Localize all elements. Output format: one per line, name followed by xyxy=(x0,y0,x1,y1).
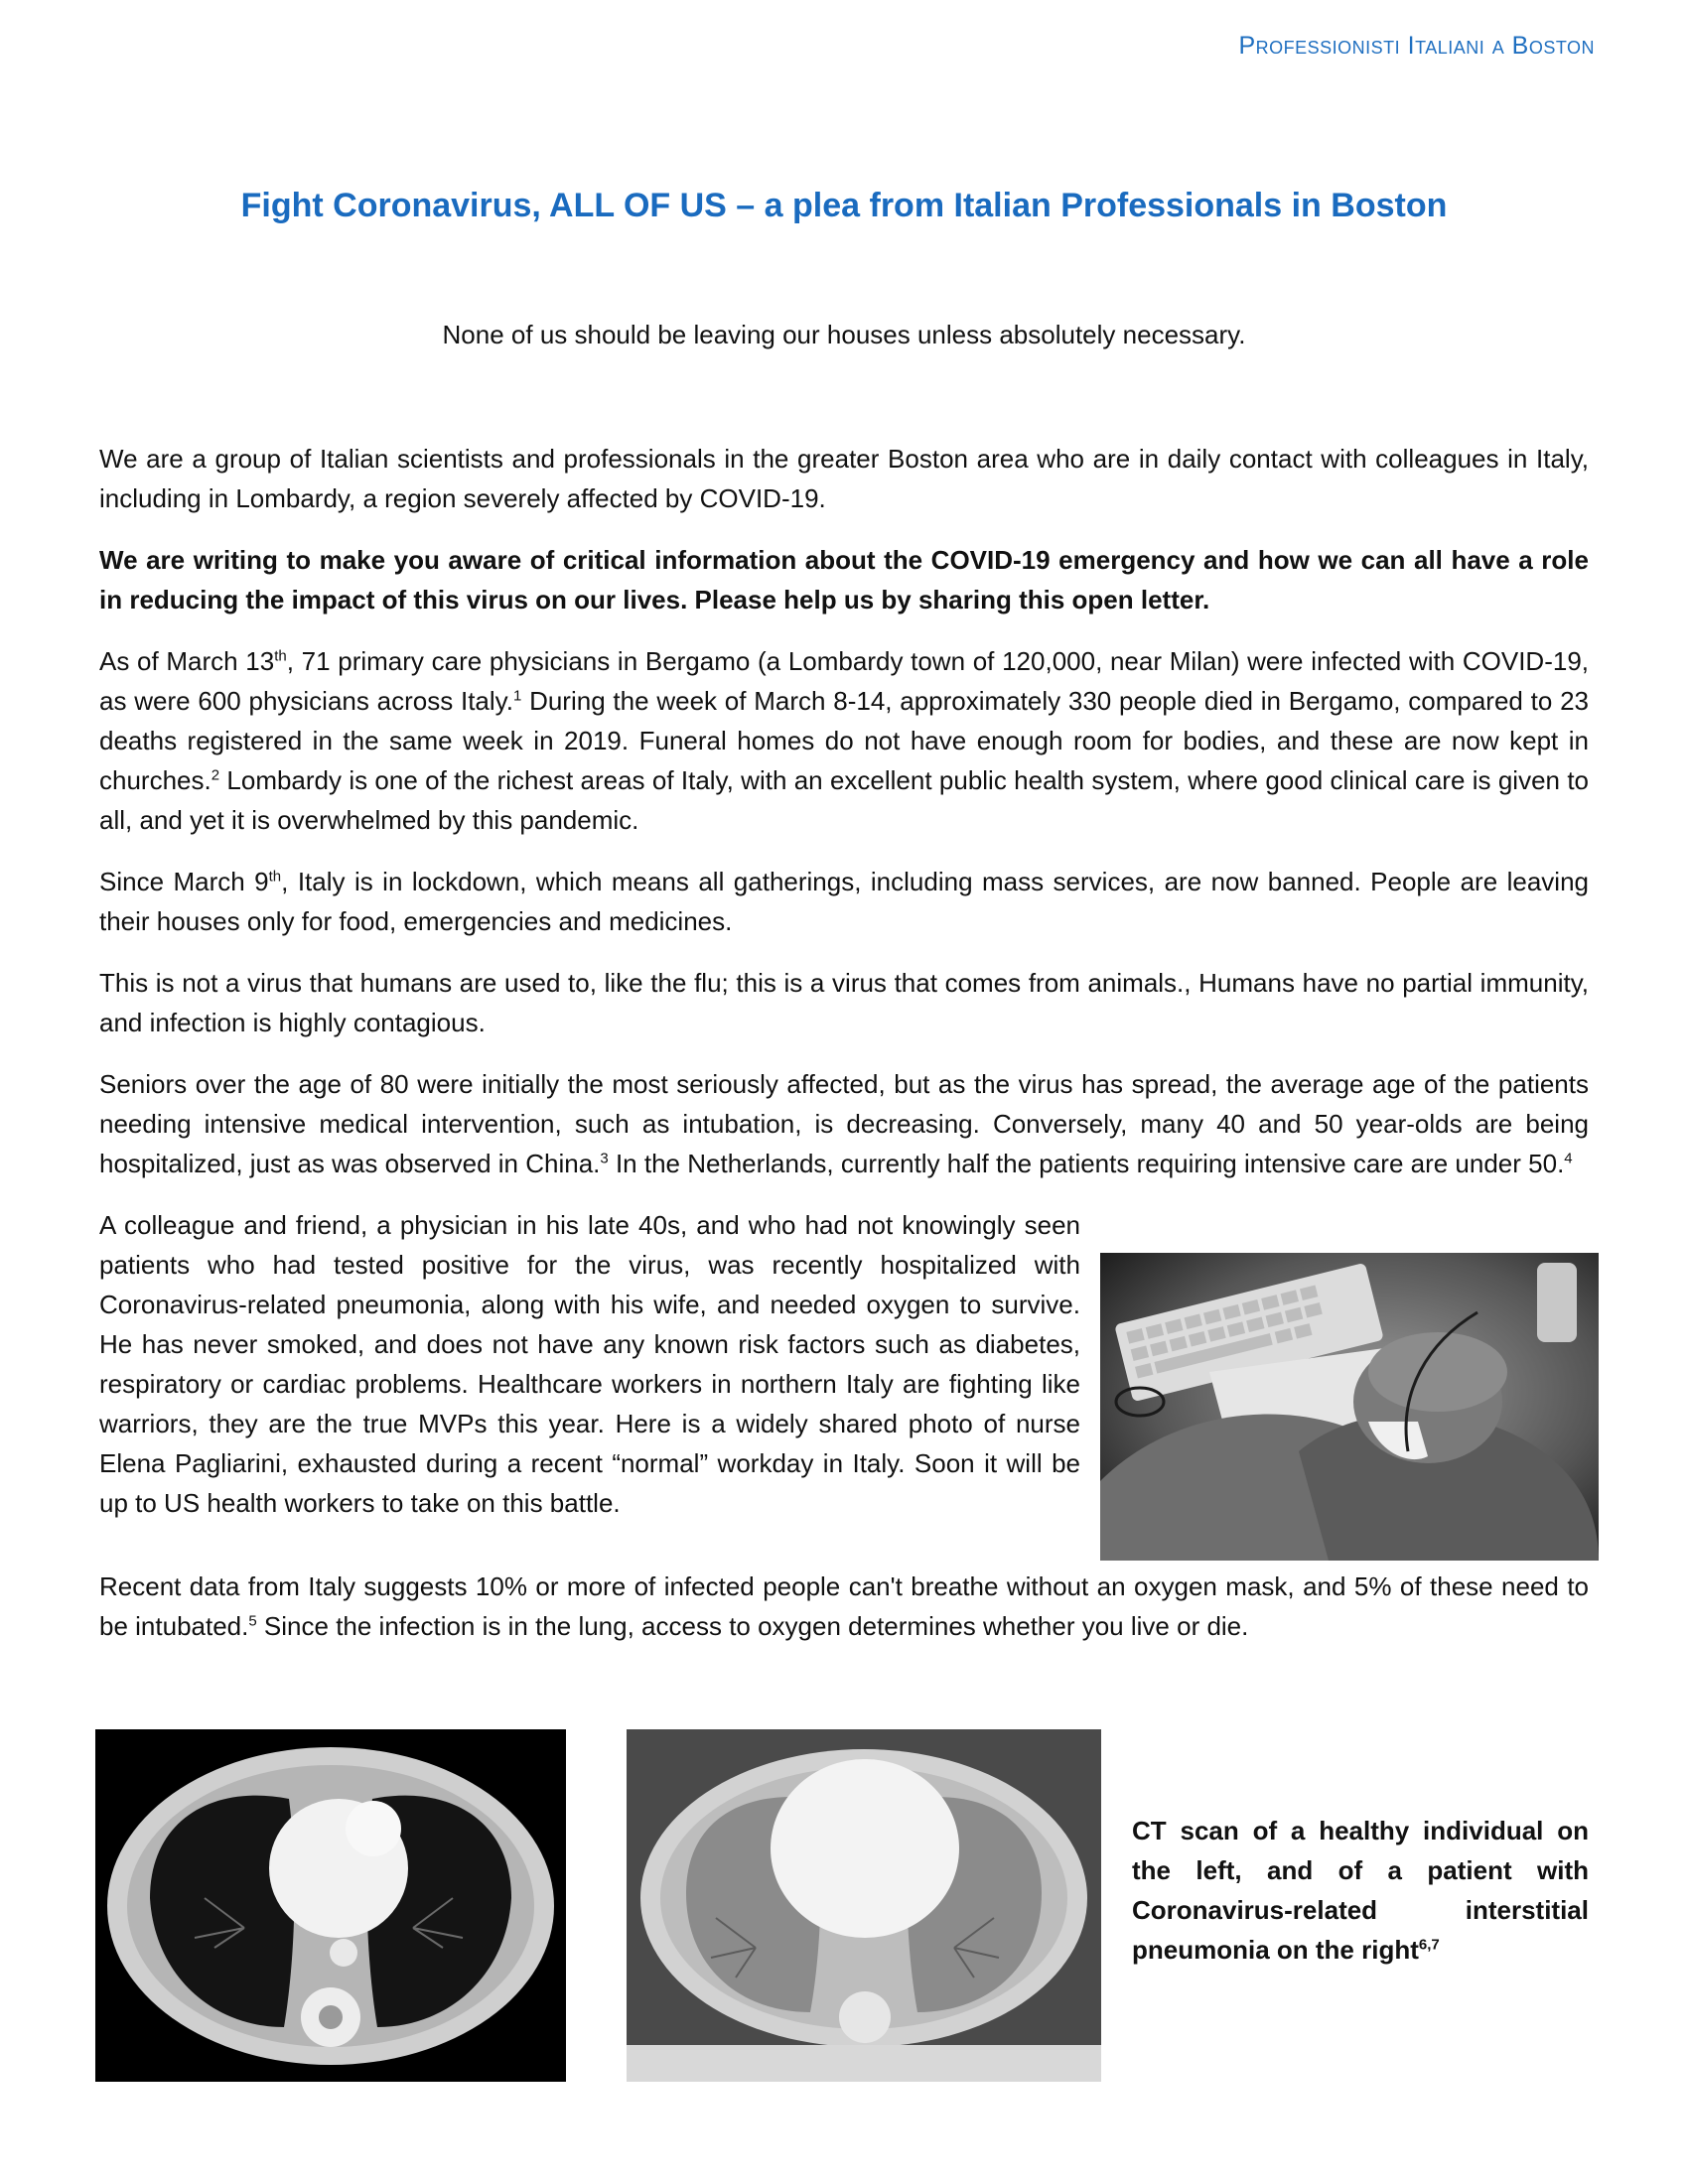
footnote-ref: 6,7 xyxy=(1418,1936,1440,1954)
footnote-ref: 3 xyxy=(600,1150,609,1167)
ct-scan-healthy-illustration xyxy=(95,1729,566,2082)
footnote-ref: 4 xyxy=(1564,1150,1573,1167)
paragraph-appeal: We are writing to make you aware of critical information about the COVID-19 emergency and how we can all have a role in reducing the impact of this virus on our lives. Please help us by sharing this open letter. xyxy=(99,545,1589,614)
paragraph-virus: This is not a virus that humans are used to, like the flu; this is a virus that comes from animals., Humans have no partial immunity, and infection is highly contagious. xyxy=(99,968,1589,1037)
document-subtitle: None of us should be leaving our houses unless absolutely necessary. xyxy=(442,320,1246,349)
org-header: Professionisti Italiani a Boston xyxy=(1238,32,1595,60)
footnote-ref: 1 xyxy=(512,687,522,705)
ct-scan-patient xyxy=(627,1729,1101,2082)
paragraph-oxygen: Recent data from Italy suggests 10% or more of infected people can't breathe without an oxygen mask, and 5% of these need to be intubated.$^5$ Since the infection is in the lung, access to oxygen determines whether you live or die. xyxy=(99,1571,1589,1641)
superscript-th: th xyxy=(274,647,287,665)
document-title: Fight Coronavirus, ALL OF US – a plea from Italian Professionals in Boston xyxy=(240,187,1448,224)
paragraph-seniors: Seniors over the age of 80 were initially the most seriously affected, but as the virus has spread, the average age of the patients needing intensive medical intervention, such as intubation, is decreasing. Conversely, many 40 and 50 year-olds are being hospitalized, just as was observed in China.$^3$ In the Netherlands, currently half the patients requiring intensive care are under 50.$^4$ xyxy=(99,1069,1589,1178)
ct-scan-healthy xyxy=(95,1729,566,2082)
paragraph-bergamo: As of March 13th, 71 primary care physicians in Bergamo (a Lombardy town of 120,000, near Milan) were infected with COVID-19, as were 600 physicians across Italy.$^1$ During the week of March 8-14, approximately 330 people died in Bergamo, compared to 23 deaths registered in the same week in 2019. Funeral homes do not have enough room for bodies, and these are now kept in churches.$^2$ Lombardy is one of the richest areas of Italy, with an excellent public health system, where good clinical care is given to all, and yet it is overwhelmed by this pandemic. xyxy=(99,646,1590,835)
superscript-th: th xyxy=(268,868,282,886)
ct-caption: CT scan of a healthy individual on the left, and of a patient with Coronavirus-related interstitial pneumonia on the right$^{6,7}$ xyxy=(1132,1816,1589,1965)
nurse-photo-illustration xyxy=(1100,1253,1599,1561)
paragraph-colleague: A colleague and friend, a physician in his late 40s, and who had not knowingly seen patients who had tested positive for the virus, was recently hospitalized with Coronavirus-related pneumonia, along with his wife, and needed oxygen to survive. He has never smoked, and does not have any known risk factors such as diabetes, respiratory or cardiac problems. Healthcare workers in northern Italy are fighting like warriors, they are the true MVPs this year. Here is a widely shared photo of nurse Elena Pagliarini, exhausted during a recent “normal” workday in Italy. Soon it will be up to US health workers to take on this battle. xyxy=(99,1210,1080,1518)
footnote-ref: 5 xyxy=(248,1612,257,1630)
paragraph-lockdown: Since March 9th, Italy is in lockdown, which means all gatherings, including mass services, are now banned. People are leaving their houses only for food, emergencies and medicines. xyxy=(99,867,1590,936)
paragraph-intro: We are a group of Italian scientists and professionals in the greater Boston area who are in daily contact with colleagues in Italy, including in Lombardy, a region severely affected by COVID-19. xyxy=(99,444,1589,513)
nurse-photo xyxy=(1100,1253,1599,1561)
footnote-ref: 2 xyxy=(211,766,220,784)
ct-scan-patient-illustration xyxy=(627,1729,1101,2082)
